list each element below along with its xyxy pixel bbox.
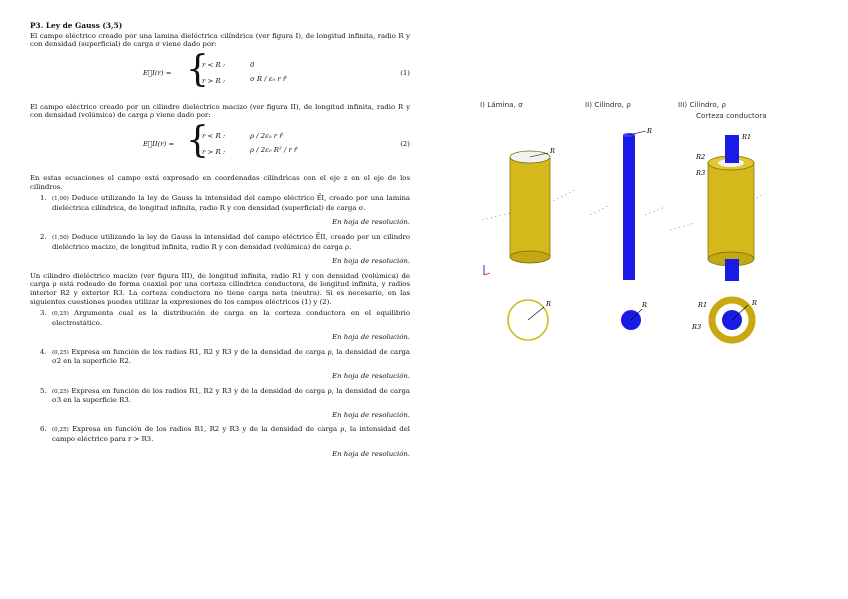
answer-note: En hoja de resolución. xyxy=(332,257,410,266)
coords-note: En estas ecuaciones el campo está expresado en coordenadas cilíndricas con el eje z en el eje de los cilindros. xyxy=(30,173,410,191)
eq1-number: (1) xyxy=(400,68,410,77)
question-points: (0,25) xyxy=(52,427,69,434)
question-text: Expresa en función de los radios R1, R2 y R3 y de la densidad de carga ρ, la densidad de carga σ2 en la superficie R2. xyxy=(52,347,410,366)
section-III xyxy=(712,300,752,340)
eq1-brace: { xyxy=(186,48,209,90)
answer-note: En hoja de resolución. xyxy=(332,218,410,227)
eq1-lhs: E⃗I(r) = xyxy=(143,68,172,77)
section-II xyxy=(621,309,642,330)
equation-1 xyxy=(30,48,410,95)
question-number: 3. xyxy=(40,309,47,318)
sec-III-R-label: R xyxy=(752,299,757,307)
question-points: (0,25) xyxy=(52,349,69,356)
eq2-row2-val: ρ / 2ε₀ R² / r r̂ xyxy=(250,145,298,154)
figure-label-II: II) Cilindro, ρ xyxy=(585,100,631,109)
question-points: (1,00) xyxy=(52,196,69,203)
figure-III-assembly xyxy=(708,135,754,281)
figure-label-I: I) Lámina, σ xyxy=(480,100,523,109)
eq1-row1-val: 0 xyxy=(250,60,255,69)
question-points: (1,50) xyxy=(52,234,69,241)
eq2-number: (2) xyxy=(400,139,410,148)
answer-note: En hoja de resolución. xyxy=(332,449,410,458)
eq2-lhs: E⃗II(r) = xyxy=(143,139,175,148)
sec-I-R-label: R xyxy=(546,300,551,308)
intro-paragraph-1: El campo eléctrico creado por una lamina dieléctrica cilíndrica (ver figura I), de longitud infinita, radio R y con densidad (superficial) de carga σ viene dado por: xyxy=(30,31,410,49)
fig-III-R1-label: R1 xyxy=(742,133,752,141)
eq2-row1-val: ρ / 2ε₀ r r̂ xyxy=(250,131,283,140)
question-points: (0,25) xyxy=(52,311,69,318)
sec-II-R-label: R xyxy=(642,301,647,309)
question-number: 2. xyxy=(40,232,47,241)
figure-label-III: III) Cilindro, ρ xyxy=(678,100,726,109)
question-4 xyxy=(30,348,410,366)
sec-III-R1-label: R1 xyxy=(698,301,708,309)
intro-paragraph-2: El campo eléctrico creado por un cilindro dieléctrico macizo (ver figura II), de longitud infinita, radio R y con densidad (volúmica) de carga ρ viene dado por: xyxy=(30,102,410,120)
figure-II-rod xyxy=(623,131,646,280)
section-I xyxy=(508,300,548,340)
figure-label-III-sub: Corteza conductora xyxy=(696,111,767,120)
eq1-row2-cond: r > R : xyxy=(202,76,226,85)
eq2-row2-cond: r > R : xyxy=(202,147,226,156)
cylinders-figure xyxy=(470,95,770,355)
figure-drawing xyxy=(470,95,770,355)
question-text: Argumenta cual es la distribución de carga en la corteza conductora en el equilibrio electrostático. xyxy=(52,309,410,327)
figure-I-shell xyxy=(510,151,550,263)
fig-II-R-label: R xyxy=(647,127,652,135)
eq2-brace: { xyxy=(186,119,209,161)
eq1-row2-val: σ R / ε₀ r r̂ xyxy=(250,74,287,83)
problem-title: P3. Ley de Gauss (3,5) xyxy=(30,21,123,30)
problem-text-column xyxy=(30,22,410,464)
eq1-row1-cond: r < R : xyxy=(202,60,226,69)
question-6 xyxy=(30,425,410,443)
question-3 xyxy=(30,309,410,327)
question-text: Expresa en función de los radios R1, R2 y R3 y de la densidad de carga ρ, la densidad de carga σ3 en la superficie R3. xyxy=(52,386,410,405)
equation-2 xyxy=(30,119,410,166)
question-2 xyxy=(30,233,410,251)
answer-note: En hoja de resolución. xyxy=(332,372,410,381)
intro-paragraph-3: Un cilindro dieléctrico macizo (ver figura III), de longitud infinita, radio R1 y con densidad (volúmica) de carga ρ está rodeado de forma coaxial por una corteza cilíndrica conductora, de longitud infinita, y radios interior R2 y exterior R3. La corteza conductora no tiene carga neta (neutra). Si es necesario, en las siguientes cuestiones puedes utilizar la expresiones de los campos eléctricos (1) y (2). xyxy=(30,271,410,306)
question-number: 1. xyxy=(40,194,47,203)
question-1 xyxy=(30,194,410,212)
fig-III-R2-label: R2 xyxy=(696,153,706,161)
coord-axis-icon xyxy=(484,265,490,275)
answer-note: En hoja de resolución. xyxy=(332,410,410,419)
question-number: 5. xyxy=(40,386,47,395)
question-number: 6. xyxy=(40,425,47,434)
eq2-row1-cond: r < R : xyxy=(202,131,226,140)
question-text: Deduce utilizando la ley de Gauss la intensidad del campo eléctrico E⃗II, creado por un cilindro dieléctrico macizo, de longitud infinita, radio R y con densidad (volúmica) de carga ρ. xyxy=(52,232,410,251)
question-5 xyxy=(30,387,410,405)
answer-note: En hoja de resolución. xyxy=(332,333,410,342)
fig-I-R-label: R xyxy=(550,147,555,155)
question-text: Deduce utilizando la ley de Gauss la intensidad del campo eléctrico E⃗I, creado por una lamina dieléctrica cilíndrica, de longitud infinita, radio R y con densidad (superficial) de carga σ. xyxy=(52,194,410,212)
question-number: 4. xyxy=(40,347,47,356)
fig-III-R3-label: R3 xyxy=(696,169,706,177)
sec-III-R3-label: R3 xyxy=(692,323,702,331)
question-text: Expresa en función de los radios R1, R2 y R3 y de la densidad de carga ρ, la intensidad del campo eléctrico para r > R3. xyxy=(52,425,410,444)
question-points: (0,25) xyxy=(52,388,69,395)
